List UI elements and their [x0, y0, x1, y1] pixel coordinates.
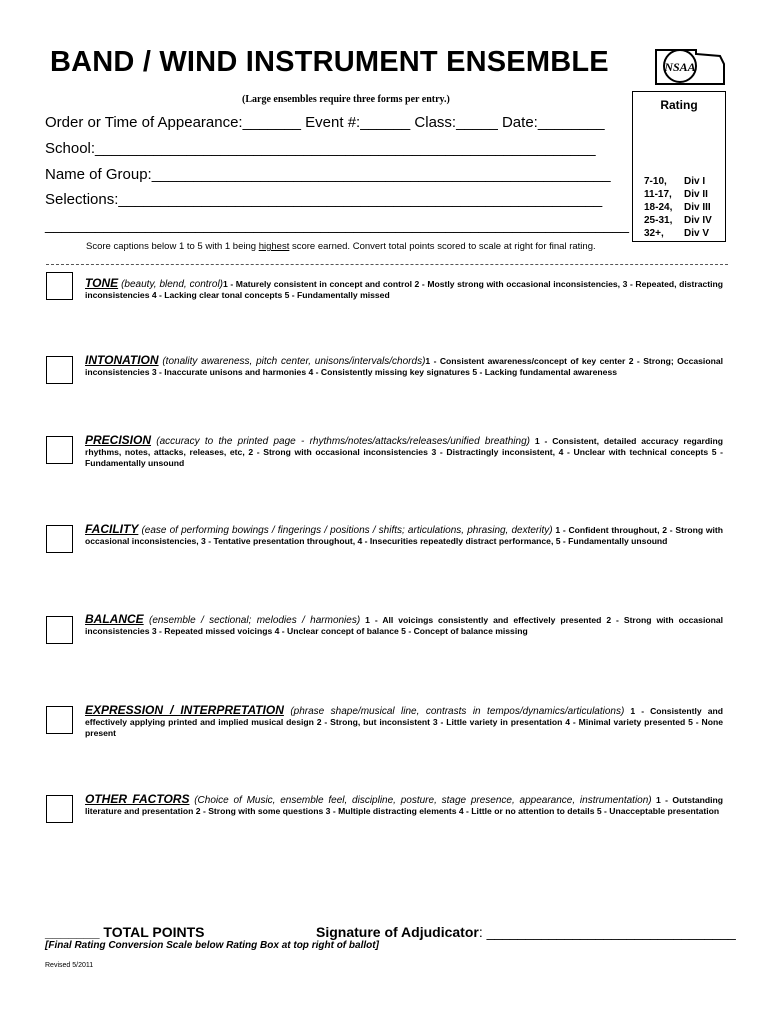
criterion-other-factors — [85, 794, 723, 817]
criterion-levels: 1 - Consistent awareness/concept of key center 2 - Strong; Occasional inconsistencies 3 - Inaccurate unisons and harmonies 4 - Consistently missing key signatures 5 - Lacking fundamental awareness — [85, 356, 723, 377]
captions-emphasis: highest — [258, 241, 290, 252]
scale-division: Div III — [684, 202, 711, 213]
criterion-precision — [85, 435, 723, 469]
criterion-heading: BALANCE — [85, 612, 144, 626]
criterion-levels: 1 - All voicings consistently and effectively presented 2 - Strong with occasional inconsistencies 3 - Repeated missed voicings 4 - Unclear concept of balance 5 - Concept of balance missing — [85, 615, 724, 636]
scale-division: Div II — [684, 189, 708, 200]
criterion-levels: 1 - Confident throughout, 2 - Strong with occasional inconsistencies, 3 - Tentative presentation throughout, 4 - Insecurities repeatedly distract performance, 5 - Fundamentally unsound — [85, 525, 723, 546]
criterion-heading: INTONATION — [85, 353, 159, 367]
scale-points: 7-10, — [644, 176, 667, 187]
criterion-heading: OTHER FACTORS — [85, 792, 190, 806]
criterion-heading: PRECISION — [85, 433, 152, 447]
signature-line[interactable]: : ________________________________ — [478, 924, 736, 940]
criterion-description: (ensemble / sectional; melodies / harmonies) — [143, 615, 361, 626]
subnote: (Large ensembles require three forms per entry.) — [242, 94, 450, 105]
appearance-fields-row[interactable]: Order or Time of Appearance:_______ Event #:______ Class:_____ Date:________ — [45, 114, 605, 131]
scale-points: 11-17, — [644, 189, 672, 200]
scale-division: Div IV — [684, 215, 712, 226]
logo-text: NSAA — [664, 60, 696, 74]
criterion-levels: 1 - Maturely consistent in concept and control 2 - Mostly strong with occasional inconsistencies, 3 - Repeated, distracting inconsistencies 4 - Lacking clear tonal concepts 5 - Fundamentally missed — [85, 279, 724, 300]
criterion-description: (accuracy to the printed page - rhythms/notes/attacks/releases/unified breathing) — [151, 436, 530, 447]
criterion-facility — [85, 524, 723, 547]
scale-points: 18-24, — [644, 202, 673, 213]
scale-points: 32+, — [644, 228, 664, 239]
criterion-levels: 1 - Consistent, detailed accuracy regarding rhythms, notes, attacks, releases, etc, 2 - Strong with occasional inconsistencies 3 - Distractingly inconsistent, 4 - Unclear with technical concepts 5 - Fundamentally unsound — [85, 436, 724, 468]
criterion-intonation — [85, 355, 723, 378]
score-captions-note — [86, 241, 596, 252]
selections-field-continued[interactable]: ______________________________________________________________________ — [45, 217, 629, 234]
intonation-score-box[interactable] — [46, 356, 73, 384]
scale-row — [644, 227, 712, 240]
other-factors-score-box[interactable] — [46, 795, 73, 823]
rating-box[interactable] — [632, 91, 726, 242]
total-points-field[interactable]: _______ TOTAL POINTS — [45, 924, 205, 940]
rating-scale — [644, 175, 712, 240]
criterion-tone — [85, 278, 723, 301]
criterion-expression — [85, 705, 723, 739]
criterion-levels: 1 - Consistently and effectively applying printed and implied musical design 2 - Strong, but inconsistent 3 - Little variety in presentation 4 - Minimal variety presented 5 - None present — [85, 706, 723, 738]
scale-division: Div I — [684, 176, 706, 187]
criterion-heading: EXPRESSION / INTERPRETATION — [85, 703, 284, 717]
form-title: BAND / WIND INSTRUMENT ENSEMBLE — [50, 46, 609, 78]
captions-after: score earned. Convert total points scored to scale at right for final rating. — [289, 241, 596, 252]
tone-score-box[interactable] — [46, 272, 73, 300]
scale-row — [644, 188, 712, 201]
criterion-heading: FACILITY — [85, 522, 139, 536]
dashed-divider — [46, 264, 728, 265]
group-name-field[interactable]: Name of Group:_______________________________________________________ — [45, 166, 611, 183]
precision-score-box[interactable] — [46, 436, 73, 464]
captions-before: Score captions below 1 to 5 with 1 being — [86, 241, 259, 252]
scale-row — [644, 214, 712, 227]
school-field[interactable]: School:____________________________________________________________ — [45, 140, 596, 157]
signature-field[interactable] — [316, 924, 736, 940]
balance-score-box[interactable] — [46, 616, 73, 644]
scale-row — [644, 175, 712, 188]
selections-field[interactable]: Selections:__________________________________________________________ — [45, 191, 603, 208]
final-rating-note: [Final Rating Conversion Scale below Rating Box at top right of ballot] — [45, 940, 379, 951]
criterion-description: (Choice of Music, ensemble feel, discipline, posture, stage presence, appearance, instrumentation) — [189, 795, 652, 806]
criterion-description: (beauty, blend, control) — [118, 279, 224, 290]
criterion-description: (tonality awareness, pitch center, unisons/intervals/chords) — [158, 356, 426, 367]
signature-label: Signature of Adjudicator — [316, 924, 479, 940]
criterion-heading: TONE — [85, 276, 119, 290]
criterion-balance — [85, 614, 723, 637]
criterion-description: (ease of performing bowings / fingerings / positions / shifts; articulations, phrasing, dexterity) — [138, 525, 553, 536]
scale-division: Div V — [684, 228, 710, 239]
rating-title: Rating — [660, 98, 698, 112]
criterion-description: (phrase shape/musical line, contrasts in tempos/dynamics/articulations) — [283, 706, 625, 717]
facility-score-box[interactable] — [46, 525, 73, 553]
scale-row — [644, 201, 712, 214]
criterion-levels: 1 - Outstanding literature and presentation 2 - Strong with some questions 3 - Multiple distracting elements 4 - Little or no attention to details 5 - Unacceptable presentation — [85, 795, 724, 816]
expression-score-box[interactable] — [46, 706, 73, 734]
nsaa-state-logo — [650, 44, 730, 88]
revised-date: Revised 5/2011 — [45, 962, 94, 969]
scale-points: 25-31, — [644, 215, 673, 226]
